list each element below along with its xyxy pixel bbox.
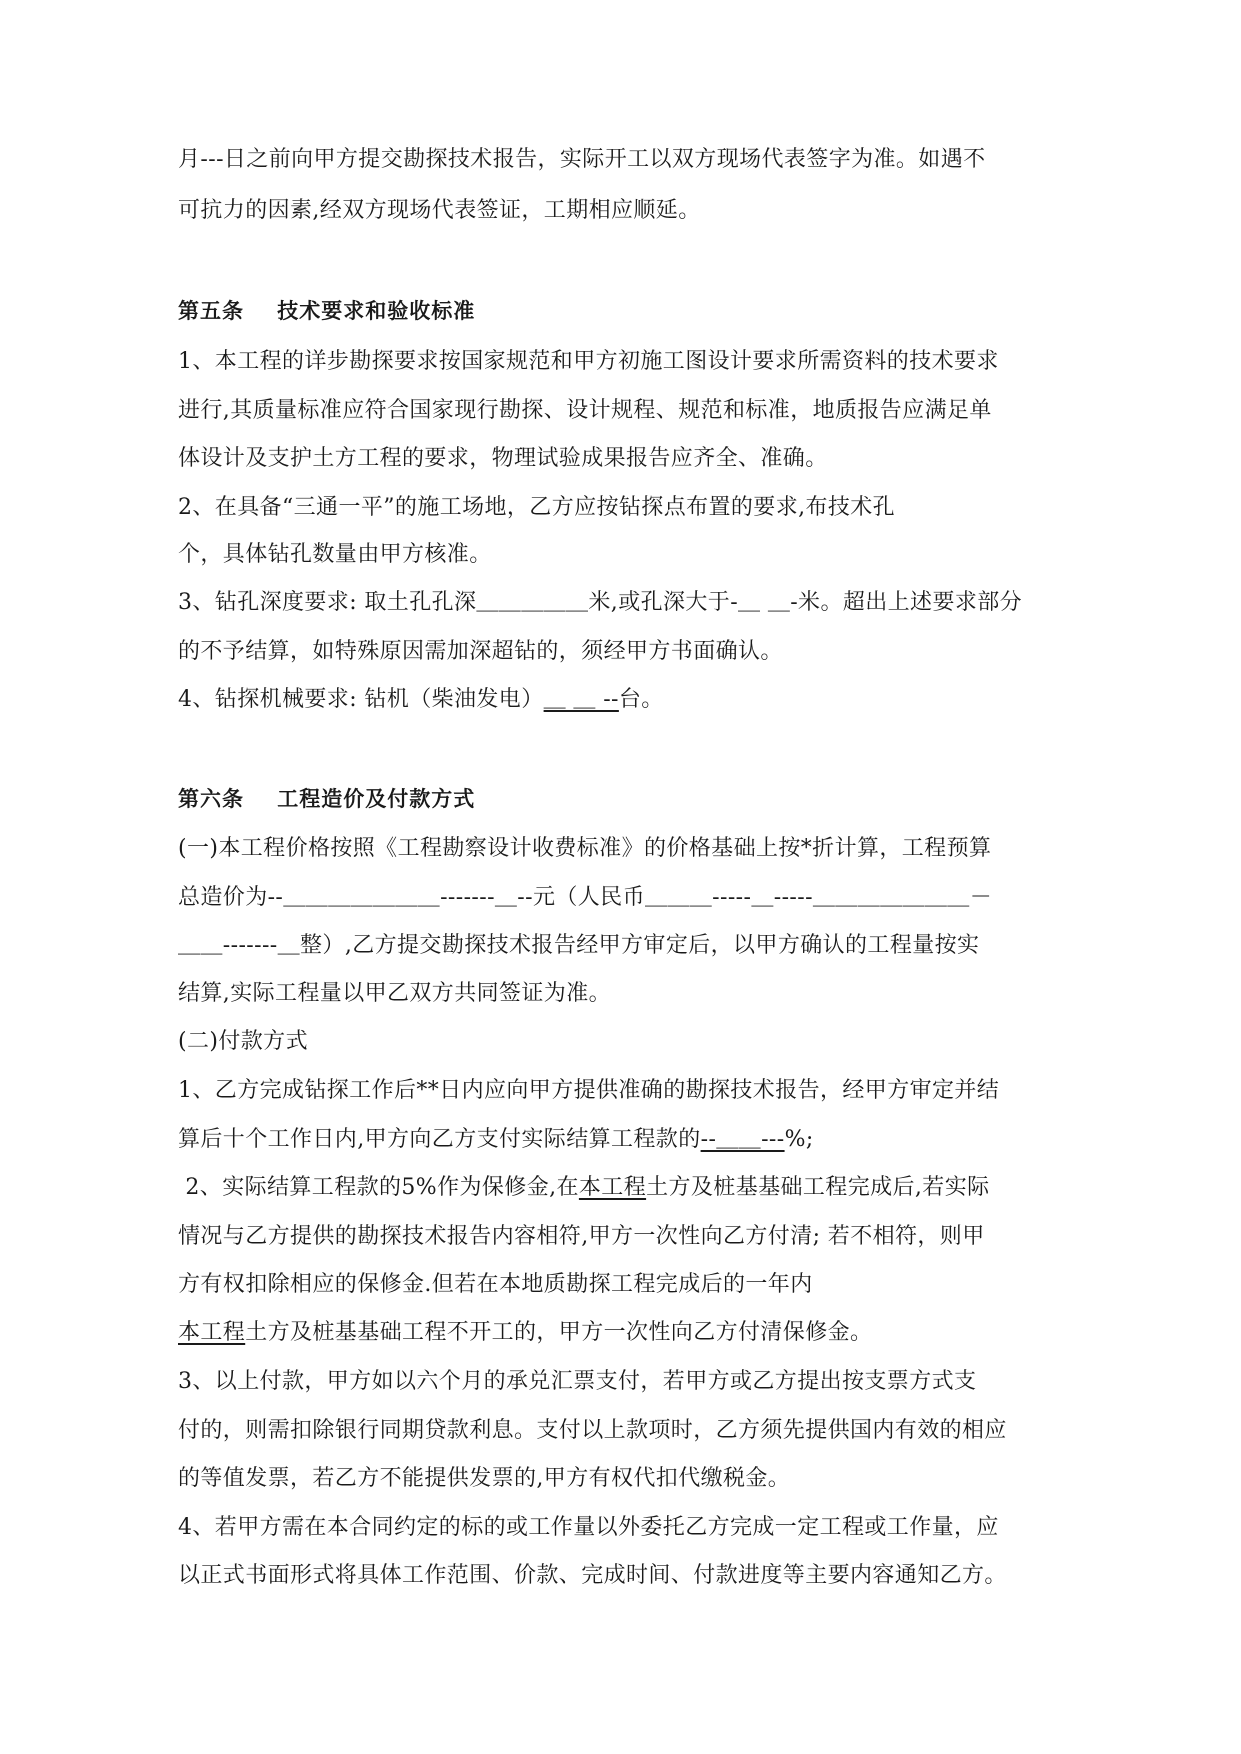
intro-line-1: 月---日之前向甲方提交勘探技术报告，实际开工以双方现场代表签字为准。如遇不 xyxy=(178,147,986,172)
payment-item-1-line-1: 1、乙方完成钻探工作后**日内应向甲方提供准确的勘探技术报告，经甲方审定并结 xyxy=(178,1078,1000,1103)
item-2-suffix: 土方及桩基基础工程完成后,若实际 xyxy=(646,1175,990,1200)
item-2-line-4-suffix: 土方及桩基基础工程不开工的，甲方一次性向乙方付清保修金。 xyxy=(245,1320,873,1345)
article-5-clause-1-line-2: 进行,其质量标准应符合国家现行勘探、设计规程、规范和标准，地质报告应满足单 xyxy=(178,398,992,423)
payment-item-3-line-2: 付的，则需扣除银行同期贷款利息。支付以上款项时，乙方须先提供国内有效的相应 xyxy=(178,1418,1007,1443)
clause-4-suffix: 台。 xyxy=(618,687,664,712)
payment-item-2-line-1 xyxy=(178,1174,990,1202)
this-project-underlined: 本工程 xyxy=(578,1175,647,1200)
payment-item-4-line-1: 4、若甲方需在本合同约定的标的或工作量以外委托乙方完成一定工程或工作量，应 xyxy=(178,1515,999,1540)
article-5-clause-3-line-1: 3、钻孔深度要求: 取土孔孔深＿＿＿＿＿米,或孔深大于-＿ ＿-米。超出上述要求部分 xyxy=(178,590,1023,615)
article-6-section-1-line-1: (一)本工程价格按照《工程勘察设计收费标准》的价格基础上按*折计算，工程预算 xyxy=(178,836,992,861)
payment-item-1-line-2 xyxy=(178,1126,814,1154)
article-5-clause-3-line-2: 的不予结算，如特殊原因需加深超钻的，须经甲方书面确认。 xyxy=(178,639,783,664)
item-1-suffix: %; xyxy=(784,1127,814,1152)
payment-percent-blank: --＿＿--- xyxy=(700,1127,785,1152)
article-5-heading: 第五条 技术要求和验收标准 xyxy=(178,299,476,323)
item-1-prefix: 算后十个工作日内,甲方向乙方支付实际结算工程款的 xyxy=(178,1127,701,1152)
payment-item-2-line-3: 方有权扣除相应的保修金.但若在本地质勘探工程完成后的一年内 xyxy=(178,1272,813,1297)
item-2-prefix: 2、实际结算工程款的5%作为保修金,在 xyxy=(178,1175,579,1200)
payment-method-title: (二)付款方式 xyxy=(178,1029,308,1054)
payment-item-2-line-4 xyxy=(178,1319,872,1347)
payment-item-2-line-2: 情况与乙方提供的勘探技术报告内容相符,甲方一次性向乙方付清; 若不相符，则甲 xyxy=(178,1224,985,1249)
article-5-clause-2-line-2: 个，具体钻孔数量由甲方核准。 xyxy=(178,542,492,567)
clause-4-prefix: 4、钻探机械要求: 钻机（柴油发电） xyxy=(178,687,544,712)
payment-item-3-line-3: 的等值发票，若乙方不能提供发票的,甲方有权代扣代缴税金。 xyxy=(178,1466,791,1491)
this-project-underlined: 本工程 xyxy=(178,1320,246,1345)
article-6-heading: 第六条 工程造价及付款方式 xyxy=(178,787,476,811)
article-6-section-1-line-4: 结算,实际工程量以甲乙双方共同签证为准。 xyxy=(178,981,611,1006)
intro-line-2: 可抗力的因素,经双方现场代表签证，工期相应顺延。 xyxy=(178,198,701,223)
payment-item-3-line-1: 3、以上付款，甲方如以六个月的承兑汇票支付，若甲方或乙方提出按支票方式支 xyxy=(178,1369,977,1394)
article-5-clause-2-line-1: 2、在具备“三通一平”的施工场地，乙方应按钻探点布置的要求,布技术孔 xyxy=(178,495,896,520)
article-6-section-1-line-2: 总造价为--＿＿＿＿＿＿＿-------＿--元（人民币＿＿＿-----＿-----＿＿＿＿＿＿＿－ xyxy=(178,885,993,910)
article-5-clause-1-line-1: 1、本工程的详步勘探要求按国家规范和甲方初施工图设计要求所需资料的技术要求 xyxy=(178,349,999,374)
article-5-clause-1-line-3: 体设计及支护土方工程的要求，物理试验成果报告应齐全、准确。 xyxy=(178,446,828,471)
article-6-section-1-line-3: ＿＿-------＿整）,乙方提交勘探技术报告经甲方审定后，以甲方确认的工程量按实 xyxy=(178,933,980,958)
article-5-clause-4 xyxy=(178,686,664,714)
payment-item-4-line-2: 以正式书面形式将具体工作范围、价款、完成时间、付款进度等主要内容通知乙方。 xyxy=(178,1563,1007,1588)
drill-count-blank: ＿ ＿ -- xyxy=(543,687,619,712)
